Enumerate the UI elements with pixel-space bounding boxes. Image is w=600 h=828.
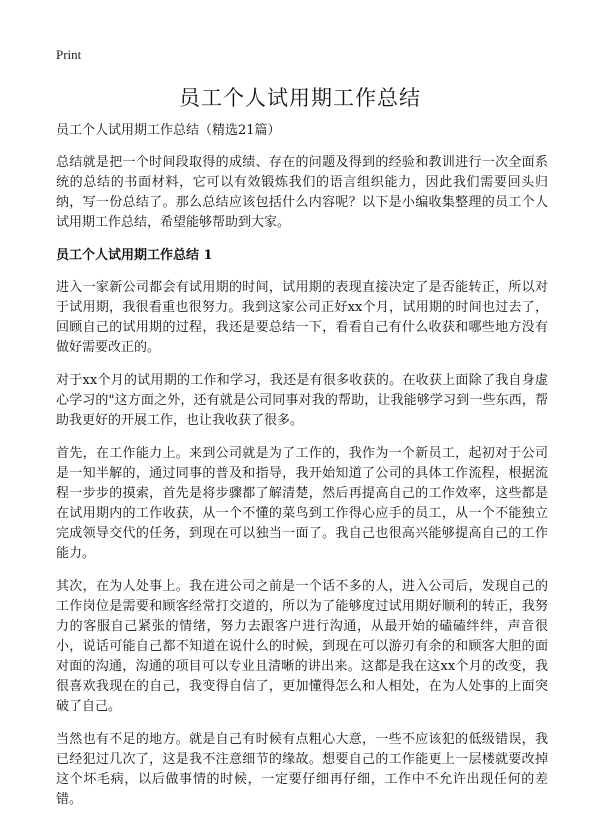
intro-paragraph: 总结就是把一个时间段取得的成绩、存在的问题及得到的经验和教训进行一次全面系统的总结的书面材料，它可以有效锻炼我们的语言组织能力，因此我们需要回头归纳，写一份总结了。那么总结应该包括什么内容呢？以下是小编收集整理的员工个人试用期工作总结，希望能够帮助到大家。 bbox=[56, 155, 548, 230]
body-paragraph-5: 当然也有不足的地方。就是自己有时候有点粗心大意，一些不应该犯的低级错误，我已经犯过几次了，这是我不注意细节的缘故。想要自己的工作能更上一层楼就要改掉这个坏毛病，以后做事情的时候，一定要仔细再仔细，工作中不允许出现任何的差错。 bbox=[56, 732, 548, 807]
body-paragraph-3: 首先，在工作能力上。来到公司就是为了工作的，我作为一个新员工，起初对于公司是一知半解的，通过同事的普及和指导，我开始知道了公司的具体工作流程，根据流程一步步的摸索，首先是将步骤都了解清楚，然后再提高自己的工作效率，这些都是在试用期内的工作收获，从一个不懂的菜鸟到工作得心应手的员工，从一个不能独立完成领导交代的任务，到现在可以独当一面了。我自己也很高兴能够提高自己的工作能力。 bbox=[56, 446, 548, 561]
article-subtitle: 员工个人试用期工作总结（精选21篇） bbox=[56, 123, 281, 138]
body-paragraph-2: 对于xx个月的试用期的工作和学习，我还是有很多收获的。在收获上面除了我自身虚心学习的"这方面之外，还有就是公司同事对我的帮助，让我能够学习到一些东西，帮助我更好的开展工作，也让我收获了很多。 bbox=[56, 373, 548, 428]
article-body bbox=[56, 121, 548, 823]
print-link[interactable]: Print bbox=[56, 47, 82, 62]
page-title: 员工个人试用期工作总结 bbox=[179, 86, 421, 110]
body-paragraph-1: 进入一家新公司都会有试用期的时间，试用期的表现直接决定了是否能转正，所以对于试用期，我很看重也很努力。我到这家公司正好xx个月，试用期的时间也过去了，回顾自己的试用期的过程，我还是要总结一下，看看自己有什么收获和哪些地方没有做好需要改正的。 bbox=[56, 280, 548, 355]
body-paragraph-4: 其次，在为人处事上。我在进公司之前是一个话不多的人，进入公司后，发现自己的工作岗位是需要和顾客经常打交道的，所以为了能够度过试用期好顺利的转正，我努力的客服自己紧张的情绪，努力去跟客户进行沟通，从最开始的磕磕绊绊，声音很小，说话可能自己都不知道在说什么的时候，到现在可以游刃有余的和顾客大胆的面对面的沟通，沟通的项目可以专业且清晰的讲出来。这都是我在这xx个月的改变，我很喜欢我现在的自己，我变得自信了，更加懂得怎么和人相处，在为人处事的上面突破了自己。 bbox=[56, 579, 548, 714]
section-heading: 员工个人试用期工作总结 1 bbox=[56, 248, 213, 263]
